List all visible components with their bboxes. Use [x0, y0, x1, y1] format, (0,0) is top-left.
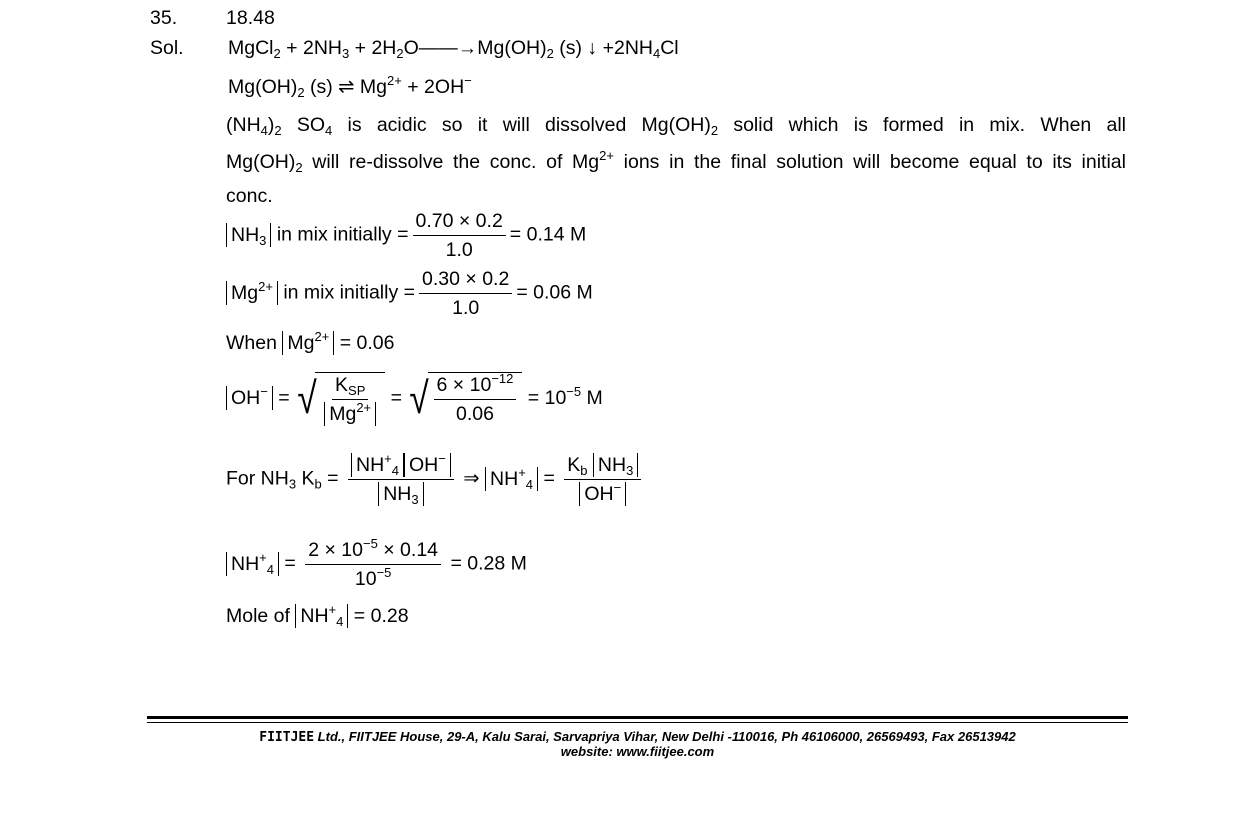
paragraph-line-1: $(NH_4)_2$ $SO_4$ is acidic so it will dissolved $Mg(OH)_2$ solid which is formed in mix. When all — [226, 114, 1127, 138]
footer-rule-thick — [147, 716, 1128, 719]
nh4-equation: $NH^+_4$ = $\frac{2 \times 10^{-5} \times 0.14}{10^{-5}}$ = 0.28 M — [226, 538, 527, 591]
sqrt-numeric: √ $\frac{6 \times 10^{-12}}{0.06}$ — [407, 372, 522, 426]
kb-equation: For $NH_3$ $K_b$ = $\frac{NH^+_4 OH^-}{NH_3}$ ⇒ $NH^+_4$ = $\frac{K_b NH_3}{OH^-}$ — [226, 453, 645, 506]
reaction-arrow: ——→ — [418, 37, 478, 59]
sqrt-ksp: √ $\frac{K_{SP}}{Mg^{2+}}$ — [295, 372, 385, 426]
paragraph-line-3: conc. — [226, 185, 273, 207]
reaction-1: MgCl$_2$ + $2NH_3$ + $2H_2O——\to Mg(OH)_2$ (s) ↓ $+2NH_4Cl$ — [228, 37, 679, 61]
mole-equation: Mole of $NH^+_4 = 0.28$ — [226, 602, 409, 629]
paragraph-line-2: $Mg(OH)_2$ will re-dissolve the conc. of $Mg^{2+}$ ions in the final solution will become equal to its initial — [226, 148, 1126, 175]
when-equation: When $Mg^{2+} = 0.06$ — [226, 329, 395, 354]
reaction-2: $Mg(OH)_2$ (s) ⇌ $Mg^{2+} + 2OH^-$ — [228, 73, 472, 100]
oh-equation: OH− = √ $\frac{K_{SP}}{Mg^{2+}}$ = √ $\frac{6 \times 10^{-12}}{0.06}$ = $10^{-5}$ M — [226, 372, 603, 426]
footer-website: website: www.fiitjee.com — [560, 744, 715, 759]
footer-rule-thin — [147, 722, 1128, 723]
nh3-initial-equation: $NH_3$ in mix initially = $\frac{0.70 \times 0.2}{1.0}$ = 0.14 M — [226, 209, 586, 262]
footer-address: FIITJEE Ltd., FIITJEE House, 29-A, Kalu Sarai, Sarvapriya Vihar, New Delhi -110016, Ph 46106000, 26569493, Fax 26513942 — [259, 729, 1016, 745]
answer-value: 18.48 — [226, 7, 275, 29]
question-number: 35. — [150, 7, 178, 29]
mg-initial-equation: $Mg^{2+}$ in mix initially = $\frac{0.30 \times 0.2}{1.0}$ = 0.06 M — [226, 267, 593, 320]
solution-label: Sol. — [150, 37, 184, 59]
footer-brand: FIITJEE — [259, 730, 315, 745]
equilibrium-arrow: ⇌ — [338, 76, 355, 98]
